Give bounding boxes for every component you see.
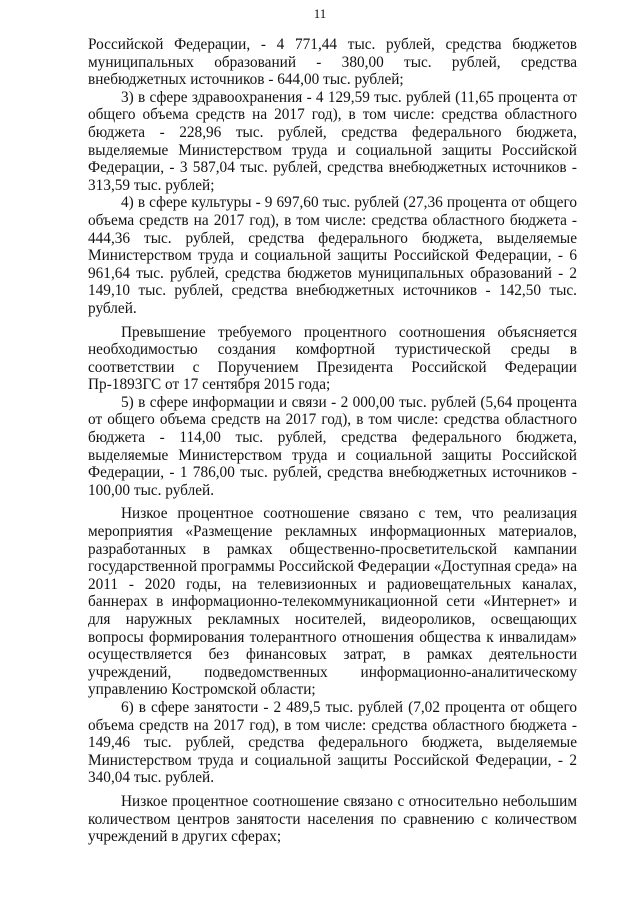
paragraph-culture: 4) в сфере культуры - 9 697,60 тыс. рублей (27,36 процента от общего объема средств на 2017 год), в том числе: средства областного бюджета - 444,36 тыс. рублей, средства федерального бюджета, выделяемые Министерством труда и социальной защиты Российской Федерации, - 6 961,64 тыс. рублей, средства бюджетов муниципальных образований - 2 149,10 тыс. рублей, средства внебюджетных источников - 142,50 тыс. рублей. (88, 194, 577, 317)
paragraph-employment: 6) в сфере занятости - 2 489,5 тыс. рублей (7,02 процента от общего объема средств на 2017 год), в том числе: средства областного бюджета - 149,46 тыс. рублей, средства федерального бюджета, выделяемые Министерством труда и социальной защиты Российской Федерации, - 2 340,04 тыс. рублей. (88, 698, 577, 787)
paragraph-continuation: Российской Федерации, - 4 771,44 тыс. рублей, средства бюджетов муниципальных образований - 380,00 тыс. рублей, средства внебюджетных источников - 644,00 тыс. рублей; (88, 36, 577, 89)
page-number: 11 (313, 6, 327, 21)
paragraph-healthcare: 3) в сфере здравоохранения - 4 129,59 тыс. рублей (11,65 процента от общего объема средств на 2017 год), в том числе: средства областного бюджета - 228,96 тыс. рублей, средства федерального бюджета, выделяемые Министерством труда и социальной защиты Российской Федерации, - 3 587,04 тыс. рублей, средства внебюджетных источников - 313,59 тыс. рублей; (88, 88, 577, 194)
paragraph-information: 5) в сфере информации и связи - 2 000,00 тыс. рублей (5,64 процента от общего объема средств на 2017 год), в том числе: средства областного бюджета - 114,00 тыс. рублей, средства федерального бюджета, выделяемые Министерством труда и социальной защиты Российской Федерации, - 1 786,00 тыс. рублей, средства внебюджетных источников - 100,00 тыс. рублей. (88, 393, 577, 499)
paragraph-employment-explanation: Низкое процентное соотношение связано с относительно небольшим количеством центров занятости населения по сравнению с количеством учреждений в других сферах; (88, 792, 577, 846)
document-body (88, 36, 577, 846)
paragraph-information-explanation: Низкое процентное соотношение связано с тем, что реализация мероприятия «Размещение рекламных информационных материалов, разработанных в рамках общественно-просветительской кампании государственной программы Российской Федерации «Доступная среда» на 2011 - 2020 годы, на телевизионных и радиовещательных каналах, баннерах в информационно-телекоммуникационной сети «Интернет» и для наружных рекламных носителей, видеороликов, освещающих вопросы формирования толерантного отношения общества к инвалидам» осуществляется без финансовых затрат, в рамках деятельности учреждений, подведомственных информационно-аналитическому управлению Костромской области; (88, 505, 577, 699)
paragraph-culture-explanation: Превышение требуемого процентного соотношения объясняется необходимостью создания комфортной туристической среды в соответствии с Поручением Президента Российской Федерации Пр-1893ГС от 17 сентября 2015 года; (88, 323, 577, 394)
